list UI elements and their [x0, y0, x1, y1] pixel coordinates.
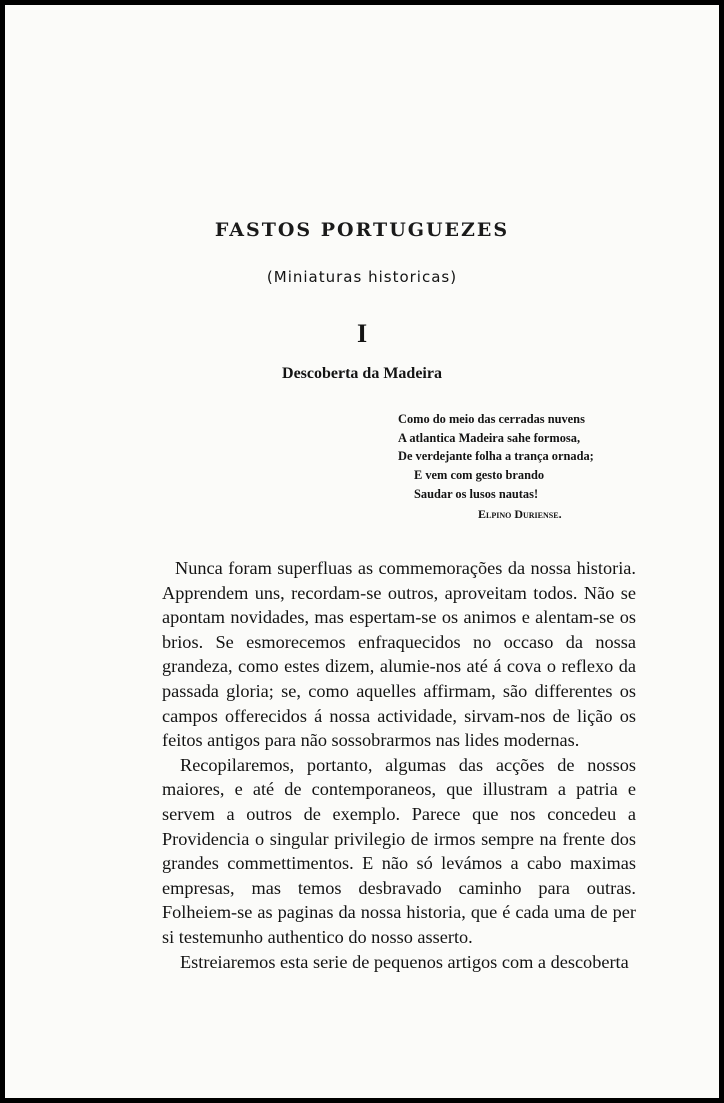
epigraph-line: A atlantica Madeira sahe formosa,	[398, 430, 581, 445]
epigraph-line: Saudar os lusos nautas!	[414, 486, 539, 501]
page-subtitle: (Miniaturas historicas)	[266, 268, 458, 286]
section-title: Descoberta da Madeira	[282, 365, 442, 382]
epigraph-line: De verdejante folha a trança ornada;	[398, 449, 594, 464]
paragraph: Nunca foram superfluas as commemorações da nossa historia. Apprendem uns, recordam-se outros, aproveitam todos. Não se apontam novidades, mas espertam-se os animos e alentam-se os brios. Se esmorecemos enfraquecidos no occaso da nossa grandeza, como estes dizem, alumie-nos até á cova o reflexo da passada gloria; se, como aquelles affirmam, são differentes os campos offerecidos á nossa actividade, sirvam-nos de lição os feitos antigos para não sossobrarmos nas lides modernas.	[162, 558, 636, 751]
document-page	[5, 5, 719, 1098]
epigraph	[398, 410, 638, 523]
page-title: FASTOS PORTUGUEZES	[214, 219, 510, 241]
chapter-numeral: I	[356, 319, 368, 348]
paragraph: Recopilaremos, portanto, algumas das acções de nossos maiores, e até de contemporaneos, que illustram a patria e servem a outros de exemplo. Parece que nos concedeu a Providencia o singular privilegio de irmos sempre na frente dos grandes commettimentos. E não só levámos a cabo maximas empresas, mas temos desbravado caminho para outras. Folheiem-se as paginas da nossa historia, que é cada uma de per si testemunho authentico do nosso asserto.	[162, 754, 636, 947]
epigraph-line: Como do meio das cerradas nuvens	[398, 412, 585, 426]
epigraph-line: E vem com gesto brando	[414, 468, 545, 483]
body-text	[162, 556, 636, 974]
epigraph-attribution: Elpino Duriense.	[478, 506, 562, 521]
paragraph: Estreiaremos esta serie de pequenos artigos com a descoberta	[180, 951, 629, 972]
